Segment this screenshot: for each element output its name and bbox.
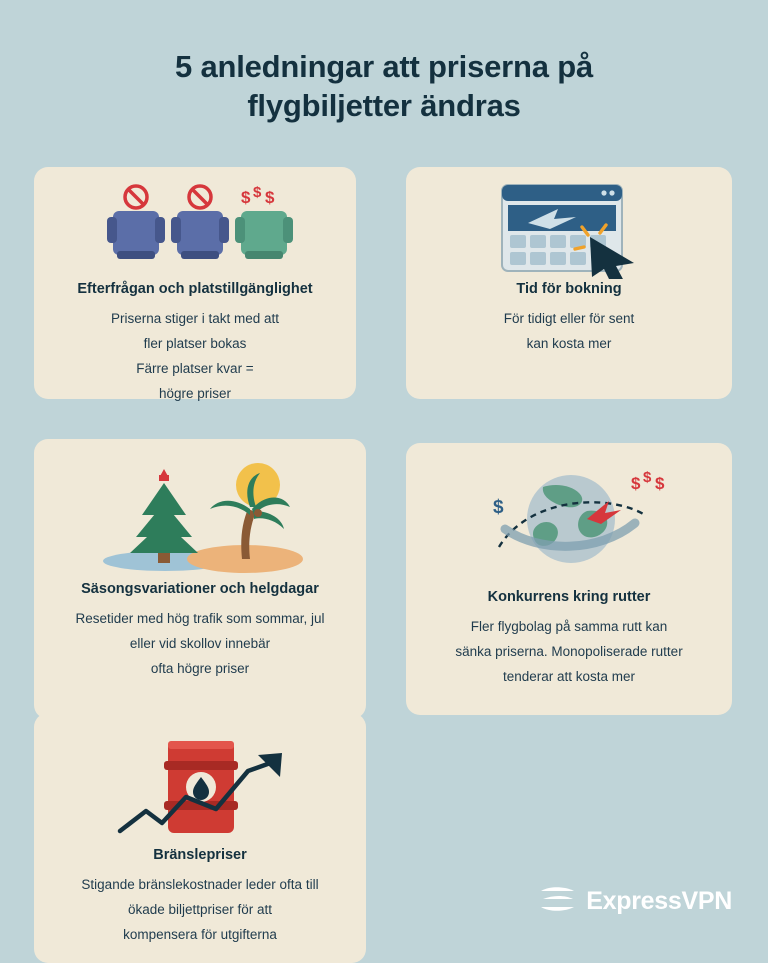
- card-line: Resetider med hög trafik som sommar, jul: [75, 610, 325, 626]
- card-route: [406, 443, 732, 715]
- svg-text:$: $: [253, 183, 262, 201]
- card-body: [50, 607, 350, 682]
- brand-name-part1: Express: [586, 886, 682, 915]
- card-line: ofta högre priser: [150, 660, 250, 676]
- card-line: Stigande bränslekostnader leder ofta till: [81, 876, 319, 892]
- expressvpn-logo-icon: [537, 882, 577, 921]
- svg-text:$: $: [631, 473, 641, 493]
- card-title: Bränslepriser: [153, 846, 247, 863]
- card-line: För tidigt eller för sent: [503, 310, 635, 326]
- seasons-tree-palm-icon: [50, 453, 350, 577]
- card-demand: [34, 167, 356, 399]
- card-body: [422, 615, 716, 690]
- card-title: Efterfrågan och platstillgänglighet: [77, 280, 313, 297]
- card-line: Priserna stiger i takt med att: [110, 310, 280, 326]
- fuel-barrel-arrow-icon: [50, 727, 350, 843]
- globe-route-competition-icon: [422, 457, 716, 585]
- card-season: [34, 439, 366, 719]
- card-body: [422, 307, 716, 357]
- page-title: 5 anledningar att priserna på flygbiljetter ändras: [175, 48, 593, 124]
- card-line: sänka priserna. Monopoliserade rutter: [455, 643, 683, 659]
- brand-logo: [537, 882, 732, 921]
- card-line: kompensera för utgifterna: [123, 926, 277, 942]
- card-title: Konkurrens kring rutter: [487, 588, 651, 605]
- svg-text:$: $: [265, 187, 275, 207]
- card-line: Färre platser kvar =: [136, 360, 254, 376]
- svg-text:$: $: [643, 468, 652, 486]
- card-line: fler platser bokas: [143, 335, 247, 351]
- brand-name-part2: VPN: [681, 886, 732, 915]
- card-title: Säsongsvariationer och helgdagar: [81, 580, 319, 597]
- card-line: högre priser: [158, 385, 232, 401]
- card-line: ökade biljettpriser för att: [127, 901, 273, 917]
- svg-text:$: $: [241, 187, 251, 207]
- card-line: eller vid skollov innebär: [129, 635, 271, 651]
- card-title: Tid för bokning: [516, 280, 622, 297]
- svg-text:$: $: [655, 473, 665, 493]
- card-fuel: [34, 713, 366, 963]
- card-line: tenderar att kosta mer: [502, 668, 636, 684]
- infographic-page: [0, 21, 768, 957]
- card-timing: [406, 167, 732, 399]
- booking-calendar-cursor-icon: [422, 181, 716, 277]
- brand-name: [586, 887, 732, 916]
- card-body: [50, 307, 340, 407]
- card-line: kan kosta mer: [526, 335, 612, 351]
- seats-availability-icon: [50, 181, 340, 277]
- card-line: Fler flygbolag på samma rutt kan: [470, 618, 668, 634]
- svg-text:$: $: [493, 496, 504, 518]
- card-body: [50, 873, 350, 948]
